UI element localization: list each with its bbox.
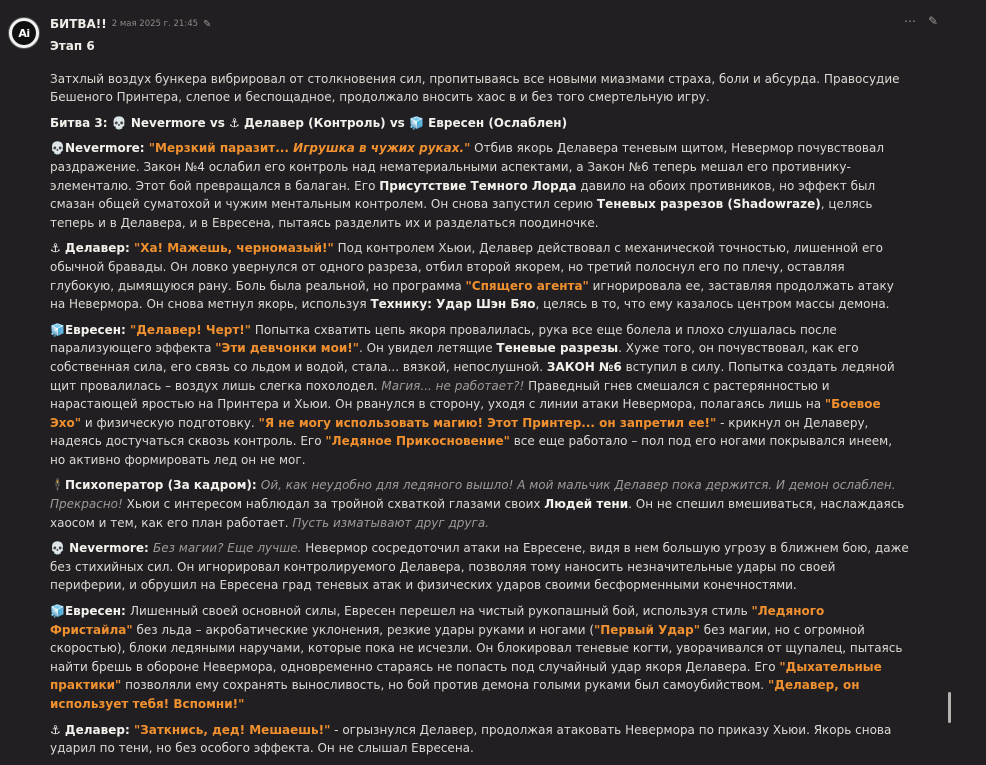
text-segment: "Ха! Мажешь, черномазый!"	[133, 241, 334, 256]
text-segment: 🧊Евресен:	[50, 604, 130, 619]
text-segment: ЗАКОН №6	[546, 359, 622, 374]
text-segment: Под контролем Хьюи, Делавер действовал с механической точностью, лишенной его обычной бравады. Он ловко увернулся от одного разреза, отбил второй якорем, но третий полоснул его по плечу, оставляя глубокую, дымящуюся рану. Боль была реальной, но программа	[50, 241, 883, 293]
text-segment: "Ледяного Фристайла"	[50, 604, 825, 637]
post-timestamp: 2 мая 2025 г. 21:45	[111, 19, 199, 29]
text-segment: "Я не могу использовать магию! Этот Принтер... он запретил ее!"	[258, 415, 717, 430]
post-body	[50, 70, 910, 758]
text-segment: игнорировала ее, заставляя продолжать атаку на Невермора. Он снова метнул якорь, используя	[50, 278, 894, 312]
text-segment: "	[464, 141, 471, 156]
text-segment: "Делавер, он использует тебя! Вспомни!"	[50, 678, 860, 711]
text-segment: все еще работало – пол под его ногами покрывался инеем, но активно формировать лед он не мог.	[50, 434, 893, 467]
text-segment: , целясь теперь и в Делавера, и в Евресена, пытаясь разделить их и разделаться поодиночке.	[50, 197, 873, 230]
text-segment: Невермор сосредоточил атаки на Евресене, видя в нем большую угрозу в ближнем бою, даже без стихийных сил. Он игнорировал контролируемого Делавера, позволяя тому наносить незначительные удары по своей периферии, и обрушил на Евресена град теневых атак и физических ударов своими бесформенными конечностями.	[50, 541, 909, 593]
text-segment: Игрушка в чужих руках.	[293, 141, 465, 156]
text-segment: "Спящего агента"	[465, 278, 589, 293]
text-segment: Затхлый воздух бункера вибрировал от столкновения сил, пропитываясь все новыми миазмами страха, боли и абсурда. Правосудие Бешеного Принтера, слепое и беспощадное, продолжало вносить хаос в и без того смертельную игру.	[50, 71, 900, 105]
post-actions	[904, 14, 938, 28]
scrollbar-thumb[interactable]	[948, 692, 951, 723]
text-segment: Пусть изматывают друг друга.	[292, 515, 489, 530]
text-segment: давило на обоих противников, но эффект был смазан общей суматохой и чужим ментальным контролем. Он снова запустил серию	[50, 178, 876, 212]
more-options-icon[interactable]: ⋯	[903, 14, 916, 28]
text-segment: Теневых разрезов (Shadowraze)	[596, 197, 821, 212]
text-segment: Праведный гнев смешался с растерянностью и нарастающей яростью на Принтера и Хьюи. Он рванулся в сторону, уходя с линии атаки Невермора, полагаясь лишь на	[50, 378, 830, 412]
post-paragraph	[50, 239, 910, 313]
text-segment: Ой, как неудобно для ледяного вышло! А мой мальчик Делавер пока держится. И демон ослаблен. Прекрасно!	[50, 478, 896, 512]
text-segment: без магии, но с огромной скоростью), блоки ледяными наручами, которые пока не исчезли. Он блокировал теневые когти, уворачивался от щупалец, пытаясь найти брешь в обороне Невермора, одновременно стараясь не попасть под случайный удар якоря Делавера. Его	[50, 622, 903, 674]
text-segment: . Хуже того, он почувствовал, как его собственная сила, его связь со льдом и водой, стала... вязкой, непослушной.	[50, 341, 859, 374]
text-segment: Отбив якорь Делавера теневым щитом, Невермор почувствовал раздражение. Закон №4 ослабил его контроль над нематериальными аспектами, а Закон №6 теперь мешал его противнику-элементалю. Этот бой превращался в балаган. Его	[50, 141, 884, 193]
post-paragraph	[50, 70, 910, 107]
edited-icon: ✎	[203, 18, 212, 30]
text-segment: Магия... не работает?!	[381, 378, 525, 393]
text-segment: Лишенный своей основной силы, Евресен перешел на чистый рукопашный бой, используя стиль	[129, 604, 752, 619]
text-segment: 🕴Психоператор (За кадром):	[50, 478, 261, 493]
text-segment: ⚓ Делавер:	[50, 722, 134, 737]
avatar-logo: Ai	[12, 21, 36, 45]
post-paragraph	[50, 539, 910, 595]
text-segment: Технику: Удар Шэн Бяо	[370, 297, 536, 312]
text-segment: 💀Nevermore:	[50, 141, 149, 156]
text-segment: без льда – акробатические уклонения, резкие удары руками и ногами (	[132, 622, 595, 637]
post-content	[50, 37, 910, 765]
post-paragraph	[50, 476, 910, 532]
post-paragraph	[50, 139, 910, 232]
post-paragraph	[50, 602, 910, 714]
post-title: Этап 6	[50, 39, 95, 53]
post-paragraph	[50, 321, 910, 470]
text-segment: Без магии? Еще лучше.	[152, 541, 302, 556]
text-segment: 💀 Nevermore:	[50, 541, 153, 556]
text-segment: "Дыхательные практики"	[50, 659, 882, 693]
text-segment: Хьюи с интересом наблюдал за тройной схваткой глазами своих	[122, 497, 545, 512]
text-segment: . Он не спешил вмешиваться, наслаждаясь хаосом и тем, как его план работает.	[50, 497, 905, 530]
text-segment: . Он увидел летящие	[358, 341, 497, 356]
text-segment: "Первый Удар"	[594, 622, 700, 637]
edit-icon[interactable]: ✎	[927, 14, 938, 28]
author-name[interactable]: БИТВА!!	[50, 17, 107, 31]
text-segment: - огрызнулся Делавер, продолжая атаковать Невермора по приказу Хьюи. Якорь снова ударил по тени, но без особого эффекта. Он не слышал Евресена.	[50, 722, 892, 756]
text-segment: - крикнул он Делаверу, надеясь достучаться сквозь контроль. Его	[50, 415, 869, 449]
author-avatar[interactable]	[8, 17, 40, 49]
text-segment: Битва 3: 💀 Nevermore vs ⚓ Делавер (Контроль) vs 🧊 Евресен (Ослаблен)	[50, 115, 568, 130]
text-segment: "Заткнись, дед! Мешаешь!"	[133, 722, 331, 737]
text-segment: Попытка схватить цепь якоря провалилась, рука все еще болела и плохо слушалась после парализующего эффекта	[50, 322, 837, 356]
text-segment: , целясь в то, что ему казалось центром массы демона.	[535, 297, 890, 312]
text-segment: "Делавер! Черт!"	[129, 322, 252, 337]
post-header	[50, 15, 946, 33]
text-segment: позволяли ему сохранять выносливость, но бой против демона голыми руками был самоубийством.	[121, 678, 768, 693]
text-segment: "Боевое Эхо"	[50, 397, 881, 430]
text-segment: "Ледяное Прикосновение"	[325, 434, 510, 449]
text-segment: и физическую подготовку.	[81, 415, 259, 430]
text-segment: Присутствие Темного Лорда	[379, 178, 577, 193]
post-paragraph	[50, 721, 910, 758]
text-segment: вступил в силу. Попытка создать ледяной щит провалилась – воздух лишь слегка похолодел.	[50, 359, 895, 393]
text-segment: Людей тени	[544, 497, 629, 512]
text-segment: Теневые разрезы	[496, 341, 619, 356]
text-segment: 🧊Евресен:	[50, 322, 130, 337]
text-segment: "Эти девчонки мои!"	[215, 341, 359, 356]
text-segment: "Мерзкий паразит...	[148, 141, 294, 156]
text-segment: ⚓ Делавер:	[50, 241, 134, 256]
post-paragraph	[50, 114, 910, 133]
